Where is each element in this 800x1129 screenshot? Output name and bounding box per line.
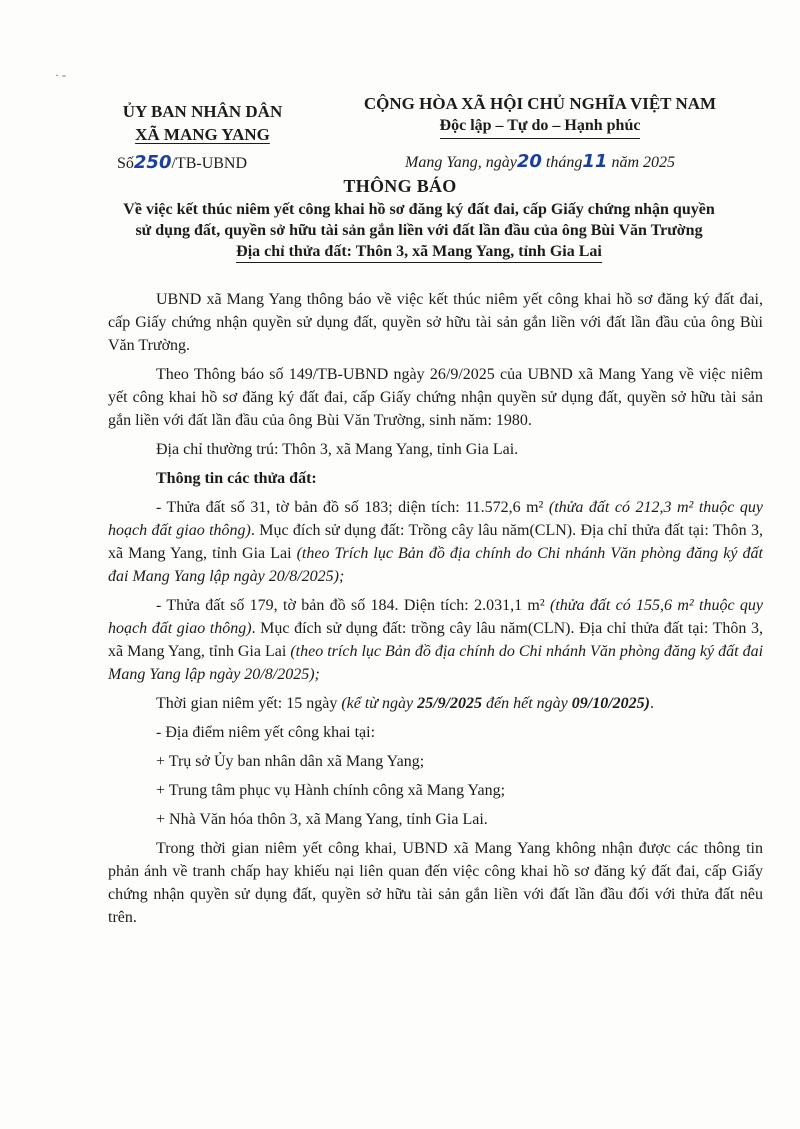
posting-locations-heading: - Địa điểm niêm yết công khai tại: [156, 724, 376, 741]
document-number [95, 152, 310, 173]
document-subject [78, 199, 760, 263]
issuing-authority-block [95, 100, 310, 173]
doc-no-suffix: /TB-UBND [171, 155, 248, 172]
posting-time [108, 692, 763, 715]
parcel-1-a: - Thửa đất số 31, tờ bản đồ số 183; diện tích: 11.572,6 m² [156, 499, 549, 516]
posting-location-2: + Trung tâm phục vụ Hành chính công xã Mang Yang; [156, 782, 506, 799]
org-line-2 [95, 123, 310, 146]
subject-line-3: Địa chỉ thửa đất: Thôn 3, xã Mang Yang, tỉnh Gia Lai [236, 241, 602, 263]
time-a: Thời gian niêm yết: 15 ngày [156, 695, 342, 712]
time-b: (kể từ ngày [341, 695, 418, 712]
document-title: THÔNG BÁO [343, 176, 457, 196]
posting-location-3: + Nhà Văn hóa thôn 3, xã Mang Yang, tỉnh Gia Lai. [156, 811, 488, 828]
address-paragraph: Địa chỉ thường trú: Thôn 3, xã Mang Yang, tỉnh Gia Lai. [156, 441, 519, 458]
parcel-1-c: . Mục đích sử dụng đất: Trồng cây lâu năm(CLN). Địa chỉ thửa đất tại: Thôn 3, xã Mang Yang, tỉnh Gia Lai [108, 522, 763, 562]
date-mid: tháng [545, 154, 583, 171]
date-suffix: năm 2025 [611, 154, 675, 171]
posting-location-1: + Trụ sở Ủy ban nhân dân xã Mang Yang; [156, 753, 425, 770]
time-c: 25/9/2025 [417, 695, 483, 712]
doc-no-prefix: Số [117, 155, 134, 172]
parcel-1-b: (thửa đất có 212,3 m² thuộc quy hoạch đất giao thông) [108, 499, 764, 539]
date-prefix: Mang Yang, ngày [405, 154, 517, 171]
national-header-block [330, 93, 750, 172]
national-motto: Độc lập – Tự do – Hạnh phúc [440, 115, 641, 139]
conclusion-paragraph: Trong thời gian niêm yết công khai, UBND xã Mang Yang không nhận được các thông tin phản ánh về tranh chấp hay khiếu nại liên quan đến việc công khai hồ sơ đăng ký đất đai, cấp Giấy chứng nhận quyền sử dụng đất, quyền sở hữu tài sản gắn liền với đất lần đầu đối với thửa đất nêu trên. [108, 840, 763, 926]
parcel-2-d: (theo trích lục Bản đồ địa chính do Chi nhánh Văn phòng đăng ký đất đai Mang Yang lập ngày 20/8/2025); [108, 643, 764, 683]
org-line-1: ỦY BAN NHÂN DÂN [122, 102, 283, 121]
date-day-handwritten: 20 [516, 151, 542, 172]
doc-no-handwritten: 250 [133, 152, 172, 173]
date-line [330, 151, 750, 172]
parcel-1-d: (theo Trích lục Bản đồ địa chính do Chi nhánh Văn phòng đăng ký đất đai Mang Yang lập ngày 20/8/2025); [108, 545, 764, 585]
parcel-2 [108, 594, 763, 686]
parcel-2-a: - Thửa đất số 179, tờ bản đồ số 184. Diện tích: 2.031,1 m² [156, 597, 550, 614]
parcel-2-b: (thửa đất có 155,6 m² thuộc quy hoạch đất giao thông) [108, 597, 764, 637]
nation-title: CỘNG HÒA XÃ HỘI CHỦ NGHĨA VIỆT NAM [363, 94, 717, 113]
time-d: đến hết ngày [482, 695, 572, 712]
parcel-2-c: . Mục đích sử dụng đất: trồng cây lâu năm(CLN). Địa chỉ thửa đất tại: Thôn 3, xã Mang Yang, tỉnh Gia Lai [108, 620, 764, 660]
subject-line-1: Về việc kết thúc niêm yết công khai hồ sơ đăng ký đất đai, cấp Giấy chứng nhận quyền [123, 201, 715, 218]
parcel-1 [108, 496, 763, 588]
parcels-heading: Thông tin các thửa đất: [156, 470, 317, 487]
intro-paragraph: UBND xã Mang Yang thông báo về việc kết thúc niêm yết công khai hồ sơ đăng ký đất đai, cấp Giấy chứng nhận quyền sử dụng đất, quyền sở hữu tài sản gắn liền với đất lần đầu của ông Bùi Văn Trường. [108, 291, 763, 354]
date-month-handwritten: 11 [582, 151, 608, 172]
subject-line-2: sử dụng đất, quyền sở hữu tài sản gắn liền với đất lần đầu của ông Bùi Văn Trường [135, 222, 703, 239]
reference-paragraph: Theo Thông báo số 149/TB-UBND ngày 26/9/2025 của UBND xã Mang Yang về việc niêm yết công khai hồ sơ đăng ký đất đai, cấp Giấy chứng nhận quyền sử dụng đất, quyền sở hữu tài sản gắn liền với đất lần đầu của ông Bùi Văn Trường, sinh năm: 1980. [108, 366, 763, 429]
scan-speck: · - [55, 68, 66, 82]
time-f: . [649, 695, 654, 712]
org-line-2-text: XÃ MANG YANG [135, 125, 270, 144]
document-body [108, 288, 763, 935]
time-e: 09/10/2025) [571, 695, 650, 712]
